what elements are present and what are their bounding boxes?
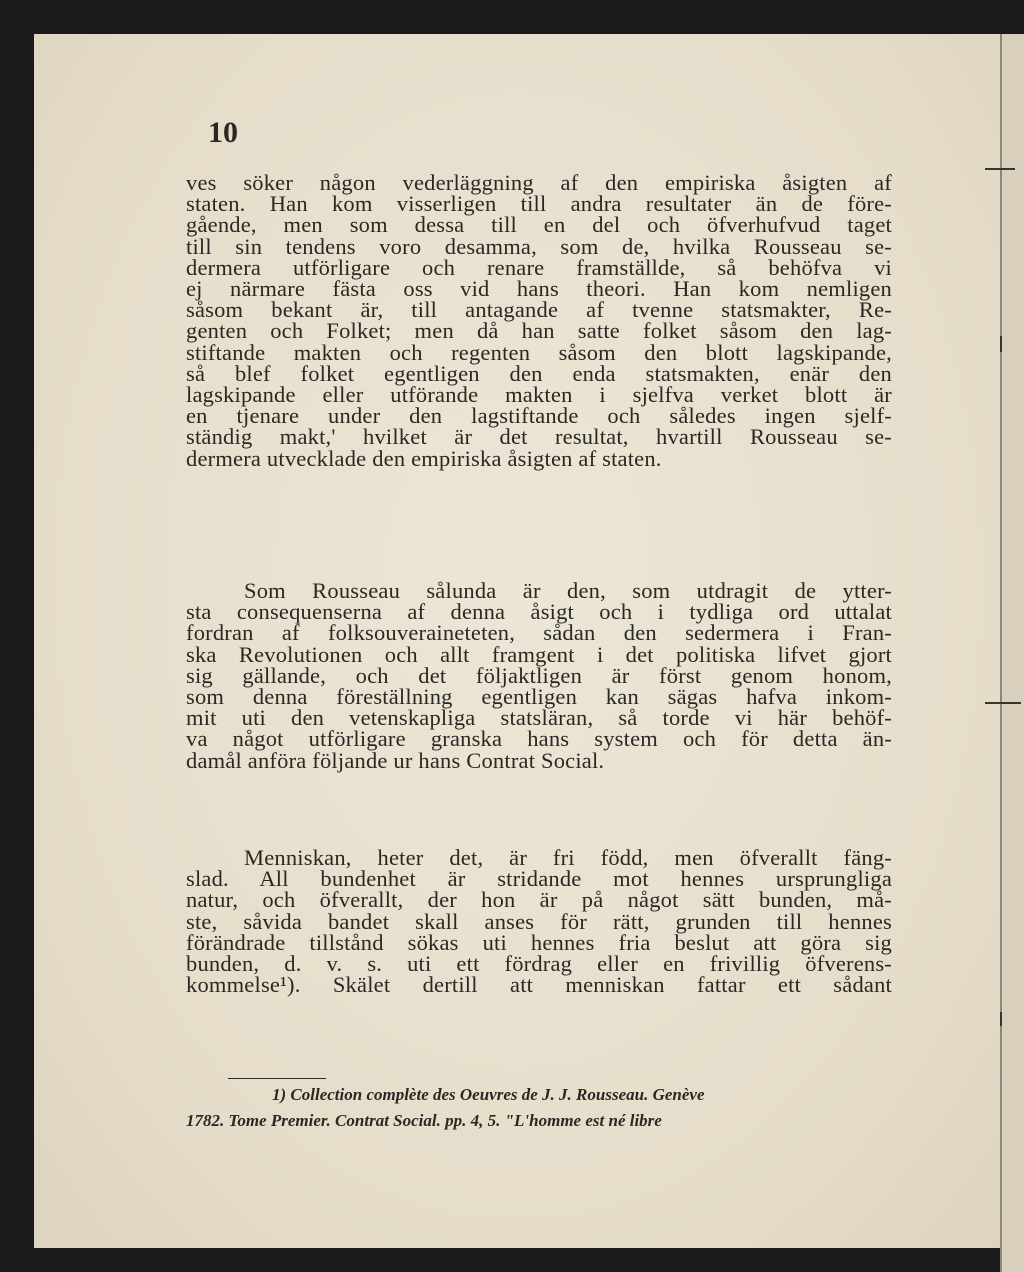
text-line: gående, men som dessa till en del och öfverhufvud taget	[186, 212, 892, 238]
text-line: staten. Han kom visserligen till andra resultater än de före-	[186, 191, 892, 217]
text-line: en tjenare under den lagstiftande och således ingen sjelf-	[186, 403, 892, 429]
margin-mark	[1000, 336, 1002, 352]
text-line: som denna föreställning egentligen kan sägas hafva inkom-	[186, 684, 892, 710]
text-line: såsom bekant är, till antagande af tvenne statsmakter, Re-	[186, 297, 892, 323]
text-line: ska Revolutionen och allt framgent i det politiska lifvet gjort	[186, 641, 892, 667]
text-line: till sin tendens voro desamma, som de, hvilka Rousseau se-	[186, 233, 892, 259]
page-number: 10	[208, 116, 238, 149]
footnote-rule	[228, 1078, 326, 1079]
margin-mark	[1000, 1012, 1002, 1026]
text-line: slad. All bundenhet är stridande mot hennes ursprungliga	[186, 866, 892, 892]
footnote-line: 1782. Tome Premier. Contrat Social. pp. 4, 5. "L'homme est né libre	[186, 1111, 662, 1130]
text-line: stiftande makten och regenten såsom den blott lagskipande,	[186, 339, 892, 365]
text-line: så blef folket egentligen den enda statsmakten, enär den	[186, 360, 892, 386]
paragraph-1	[186, 172, 892, 469]
text-line: fordran af folksouveraineteten, sådan den sedermera i Fran-	[186, 620, 892, 646]
text-line: förändrade tillstånd sökas uti hennes fria beslut att göra sig	[186, 929, 892, 955]
text-line: ves söker någon vederläggning af den empiriska åsigten af	[186, 170, 892, 195]
text-line: sig gällande, och det följaktligen är först genom honom,	[186, 662, 892, 688]
text-line: kommelse¹). Skälet dertill att menniskan fattar ett sådant	[186, 972, 892, 998]
text-line: sta consequenserna af denna åsigt och i tydliga ord uttalat	[186, 599, 892, 625]
paragraph-3	[186, 845, 892, 998]
text-line: ste, såvida bandet skall anses för rätt, grunden till hennes	[186, 908, 892, 934]
text-line: lagskipande eller utförande makten i sjelfva verket blott är	[186, 382, 892, 408]
text-line: Som Rousseau sålunda är den, som utdragit de ytter-	[244, 578, 892, 603]
text-line: dermera utvecklade den empiriska åsigten af staten.	[186, 445, 662, 471]
text-line: ständig makt,' hvilket är det resultat, hvartill Rousseau se-	[186, 424, 892, 450]
text-line: va något utförligare granska hans system och för detta än-	[186, 726, 892, 752]
text-line: damål anföra följande ur hans Contrat Social.	[186, 747, 605, 773]
margin-mark	[985, 702, 1021, 704]
text-line: ej närmare fästa oss vid hans theori. Han kom nemligen	[186, 276, 892, 302]
text-line: Menniskan, heter det, är fri född, men öfverallt fäng-	[244, 845, 892, 870]
footnote-line: 1) Collection complète des Oeuvres de J. J. Rousseau. Genève	[272, 1085, 705, 1104]
text-line: natur, och öfverallt, der hon är på något sätt bunden, må-	[186, 887, 892, 913]
text-line: dermera utförligare och renare framställde, så behöfva vi	[186, 254, 892, 280]
footnote	[186, 1082, 892, 1134]
text-line: bunden, d. v. s. uti ett fördrag eller en frivillig öfverens-	[186, 951, 892, 977]
text-line: genten och Folket; men då han satte folket såsom den lag-	[186, 318, 892, 344]
margin-mark	[985, 168, 1015, 170]
paragraph-2	[186, 580, 892, 771]
text-line: mit uti den vetenskapliga statsläran, så torde vi här behöf-	[186, 705, 892, 731]
facing-page-edge	[1000, 34, 1024, 1272]
